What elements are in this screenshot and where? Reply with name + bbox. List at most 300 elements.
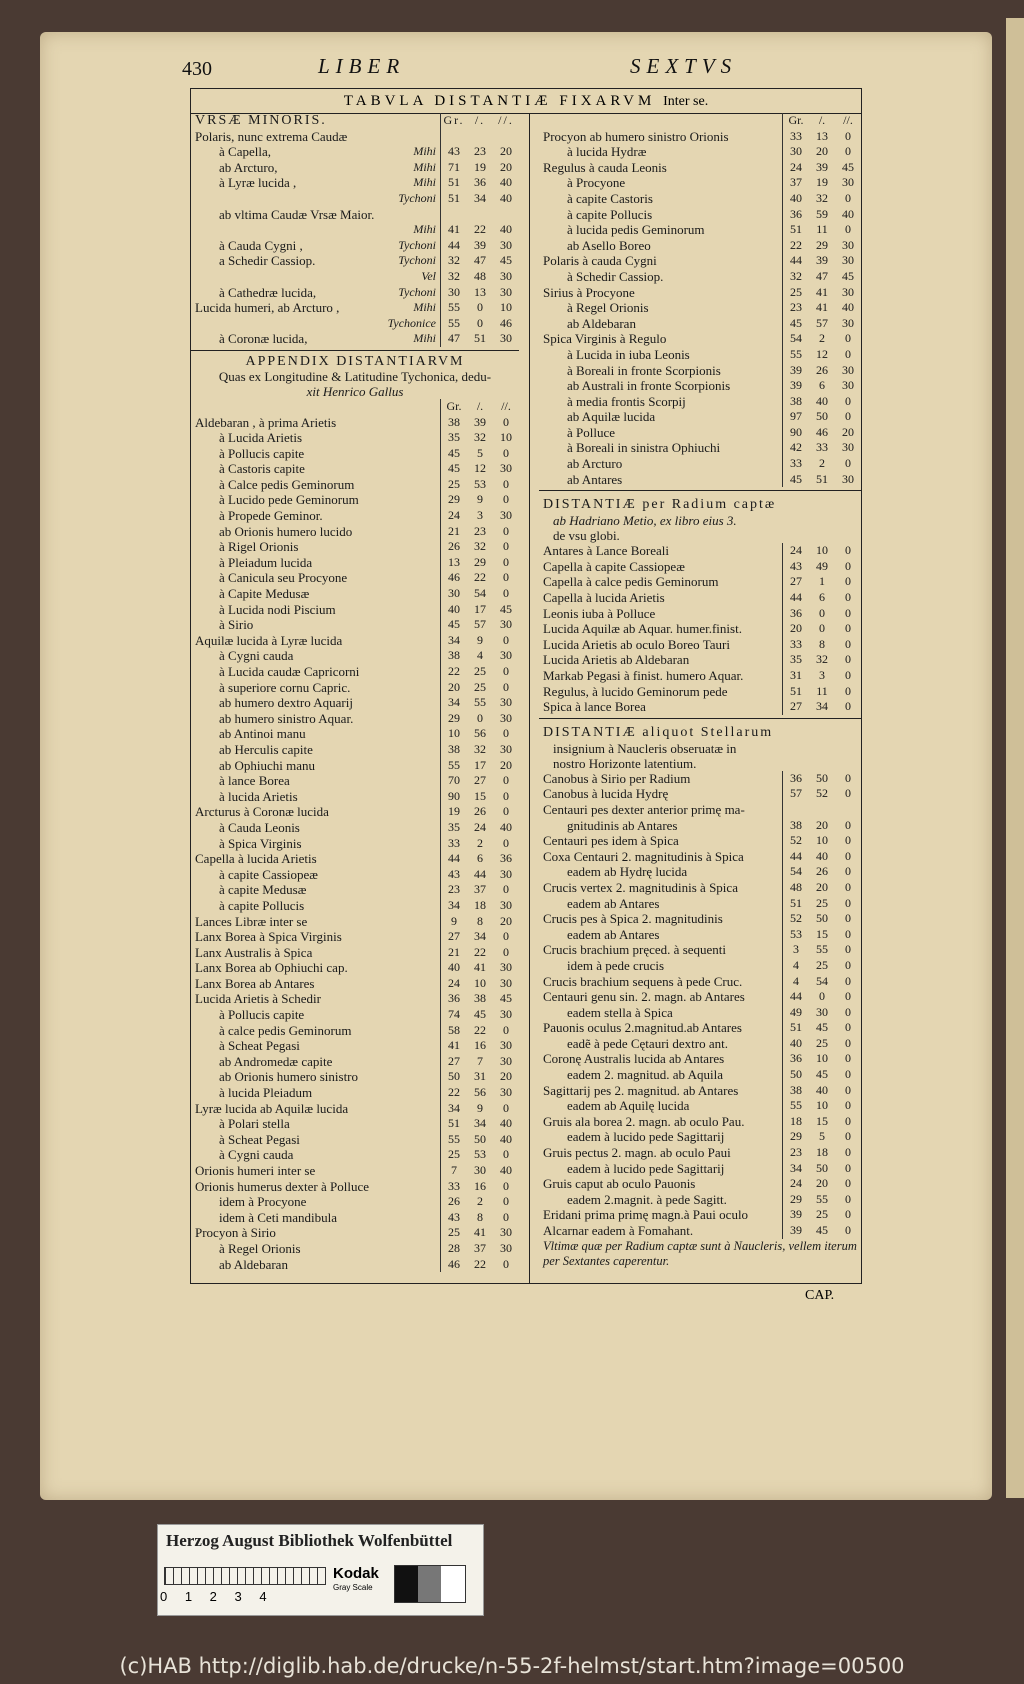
row-degrees: 42 bbox=[782, 440, 809, 456]
row-degrees: 34 bbox=[440, 1101, 467, 1117]
table-row bbox=[539, 668, 861, 684]
row-minutes: 2 bbox=[819, 456, 825, 471]
row-seconds: 30 bbox=[500, 975, 512, 990]
row-seconds: 45 bbox=[500, 991, 512, 1006]
row-minutes: 59 bbox=[816, 206, 828, 221]
row-seconds: 0 bbox=[845, 848, 851, 863]
table-row bbox=[539, 833, 861, 849]
row-degrees: 39 bbox=[782, 363, 809, 379]
row-degrees bbox=[440, 207, 467, 223]
row-degrees: 51 bbox=[440, 1116, 467, 1132]
row-degrees: 38 bbox=[782, 1083, 809, 1099]
row-authority: Mihi bbox=[413, 222, 436, 237]
row-label: Lanx Borea ab Antares bbox=[195, 975, 315, 991]
row-seconds: 30 bbox=[500, 741, 512, 756]
row-label: Sagittarij pes 2. magnitud. ab Antares bbox=[543, 1082, 739, 1098]
row-seconds: 0 bbox=[503, 664, 509, 678]
row-seconds: 40 bbox=[500, 1131, 512, 1146]
row-label: Lucida Aquilæ ab Aquar. humer.finist. bbox=[543, 621, 742, 637]
col-head-sec: //. bbox=[501, 398, 511, 413]
row-minutes: 1 bbox=[819, 574, 825, 589]
row-minutes: 32 bbox=[474, 539, 486, 554]
row-minutes: 30 bbox=[474, 1163, 486, 1177]
row-degrees: 29 bbox=[440, 492, 467, 508]
row-minutes: 22 bbox=[474, 944, 486, 959]
appendix-subtitle-1: Quas ex Longitudine & Latitudine Tychonica, dedu- bbox=[218, 368, 492, 384]
row-minutes: 32 bbox=[474, 430, 486, 445]
table-row bbox=[191, 664, 519, 680]
row-seconds: 0 bbox=[845, 222, 851, 237]
table-row bbox=[191, 804, 519, 820]
row-minutes bbox=[467, 129, 493, 145]
row-minutes: 31 bbox=[474, 1069, 486, 1084]
table-row bbox=[539, 590, 861, 606]
row-label: Orionis humerus dexter à Polluce bbox=[195, 1178, 370, 1194]
metius-heading: DISTANTIÆ per Radium captæ bbox=[543, 497, 777, 513]
row-seconds: 36 bbox=[500, 851, 512, 866]
row-seconds: 0 bbox=[845, 543, 851, 558]
row-label: Canobus à lucida Hydrę bbox=[543, 786, 669, 802]
table-row bbox=[539, 1145, 861, 1161]
row-label: ab Antinoi manu bbox=[219, 726, 306, 742]
row-seconds: 30 bbox=[500, 1085, 512, 1100]
row-seconds: 0 bbox=[845, 1067, 851, 1082]
row-label: à Boreali in fronte Scorpionis bbox=[567, 362, 721, 378]
row-label: Regulus à cauda Leonis bbox=[543, 159, 667, 175]
row-seconds: 0 bbox=[503, 882, 509, 897]
row-label: Orionis humeri inter se bbox=[195, 1163, 316, 1178]
table-row bbox=[191, 477, 519, 493]
row-degrees: 20 bbox=[782, 621, 809, 637]
row-seconds: 0 bbox=[503, 1147, 509, 1162]
row-seconds: 0 bbox=[845, 1129, 851, 1144]
row-degrees: 28 bbox=[440, 1241, 467, 1257]
row-minutes: 13 bbox=[474, 284, 486, 299]
row-seconds: 0 bbox=[845, 1207, 851, 1222]
row-degrees: 45 bbox=[782, 316, 809, 332]
row-minutes: 50 bbox=[816, 911, 828, 926]
row-minutes: 8 bbox=[477, 913, 483, 928]
row-seconds: 0 bbox=[845, 770, 851, 785]
table-row bbox=[191, 1179, 519, 1195]
row-degrees: 27 bbox=[782, 699, 809, 715]
row-degrees: 24 bbox=[440, 508, 467, 524]
row-label: Canobus à Sirio per Radium bbox=[543, 770, 691, 786]
row-degrees: 51 bbox=[782, 684, 809, 700]
row-label: à Regel Orionis bbox=[219, 1240, 301, 1256]
row-minutes: 53 bbox=[474, 476, 486, 491]
row-degrees: 38 bbox=[782, 394, 809, 410]
row-label: eadem à lucido pede Sagittarij bbox=[567, 1160, 725, 1176]
row-degrees: 34 bbox=[440, 898, 467, 914]
row-seconds: 0 bbox=[845, 652, 851, 667]
row-minutes: 50 bbox=[816, 770, 828, 785]
row-seconds: 0 bbox=[503, 445, 509, 460]
table-row bbox=[539, 440, 861, 456]
table-row bbox=[539, 621, 861, 637]
table-row bbox=[539, 1020, 861, 1036]
row-degrees: 45 bbox=[782, 472, 809, 488]
row-seconds: 0 bbox=[503, 1209, 509, 1224]
row-label: Spica à lance Borea bbox=[543, 699, 646, 715]
row-minutes: 0 bbox=[477, 300, 483, 315]
table-row bbox=[539, 684, 861, 700]
row-label: Centauri genu sin. 2. magn. ab Antares bbox=[543, 989, 745, 1005]
row-seconds: 30 bbox=[842, 237, 854, 252]
row-label: à Schedir Cassiop. bbox=[567, 268, 664, 284]
row-seconds: 0 bbox=[845, 331, 851, 346]
row-seconds: 40 bbox=[500, 1116, 512, 1131]
table-row bbox=[191, 1054, 519, 1070]
row-seconds: 40 bbox=[500, 1163, 512, 1177]
row-label: ab Australi in fronte Scorpionis bbox=[567, 378, 731, 394]
row-label: Leonis iuba à Polluce bbox=[543, 605, 656, 621]
row-minutes: 8 bbox=[477, 1209, 483, 1224]
row-minutes: 6 bbox=[819, 590, 825, 605]
row-minutes: 25 bbox=[816, 957, 828, 972]
row-label: Gruis ala borea 2. magn. ab oculo Pau. bbox=[543, 1113, 745, 1129]
table-row bbox=[191, 144, 519, 160]
row-minutes: 41 bbox=[474, 1225, 486, 1240]
row-degrees: 50 bbox=[782, 1067, 809, 1083]
row-seconds: 0 bbox=[503, 679, 509, 694]
row-minutes: 17 bbox=[474, 601, 486, 616]
row-degrees: 18 bbox=[782, 1114, 809, 1130]
row-minutes: 49 bbox=[816, 558, 828, 573]
row-minutes: 57 bbox=[816, 315, 828, 330]
row-degrees: 30 bbox=[440, 586, 467, 602]
row-minutes: 36 bbox=[474, 175, 486, 190]
row-degrees: 4 bbox=[782, 974, 809, 990]
row-minutes: 5 bbox=[819, 1129, 825, 1144]
table-row bbox=[191, 1085, 519, 1101]
row-minutes: 15 bbox=[816, 926, 828, 941]
row-minutes: 15 bbox=[816, 1113, 828, 1128]
row-seconds: 0 bbox=[845, 1082, 851, 1097]
table-row bbox=[539, 652, 861, 668]
row-minutes: 47 bbox=[474, 253, 486, 268]
table-row bbox=[191, 492, 519, 508]
row-seconds: 0 bbox=[845, 1113, 851, 1128]
row-label: Lucida Arietis ab oculo Boreo Tauri bbox=[543, 636, 730, 652]
row-seconds: 0 bbox=[845, 456, 851, 471]
row-label: à lance Borea bbox=[219, 773, 290, 789]
table-row bbox=[539, 911, 861, 927]
row-degrees: 33 bbox=[440, 1179, 467, 1195]
row-label: eadem ab Antares bbox=[567, 926, 660, 942]
row-seconds: 0 bbox=[503, 773, 509, 788]
row-degrees: 39 bbox=[782, 1223, 809, 1239]
table-row bbox=[191, 602, 519, 618]
row-seconds: 10 bbox=[500, 430, 512, 445]
row-minutes: 52 bbox=[816, 786, 828, 801]
row-seconds: 0 bbox=[845, 879, 851, 894]
row-seconds: 30 bbox=[500, 695, 512, 710]
row-seconds: 0 bbox=[503, 1194, 509, 1209]
row-label: eadem ab Antares bbox=[567, 895, 660, 911]
row-minutes: 9 bbox=[477, 1100, 483, 1115]
table-row bbox=[191, 867, 519, 883]
row-seconds: 0 bbox=[845, 668, 851, 682]
row-minutes: 50 bbox=[474, 1131, 486, 1146]
table-row bbox=[191, 1241, 519, 1257]
row-minutes: 41 bbox=[816, 284, 828, 299]
row-label: gnitudinis ab Antares bbox=[567, 817, 678, 833]
row-degrees: 22 bbox=[782, 238, 809, 254]
row-label: à Procyone bbox=[567, 175, 626, 191]
table-row bbox=[191, 1007, 519, 1023]
naucleris-heading: DISTANTIÆ aliquot Stellarum bbox=[543, 724, 774, 740]
right-column bbox=[539, 113, 861, 1283]
row-seconds bbox=[493, 129, 519, 145]
row-minutes: 7 bbox=[477, 1053, 483, 1068]
row-degrees: 32 bbox=[440, 269, 467, 285]
row-degrees: 23 bbox=[782, 1145, 809, 1161]
row-label: Aquilæ lucida à Lyræ lucida bbox=[195, 632, 343, 648]
row-authority: Mihi bbox=[413, 300, 436, 315]
row-seconds: 30 bbox=[500, 1038, 512, 1053]
row-label: Lances Libræ inter se bbox=[195, 913, 308, 929]
row-degrees: 55 bbox=[782, 1098, 809, 1114]
row-minutes: 39 bbox=[816, 253, 828, 268]
row-label: ab Aquilæ lucida bbox=[567, 409, 656, 425]
row-minutes: 41 bbox=[474, 960, 486, 975]
row-minutes: 32 bbox=[816, 652, 828, 667]
row-seconds: 30 bbox=[500, 1240, 512, 1255]
row-label: eadem 2. magnitud. ab Aquila bbox=[567, 1067, 723, 1083]
row-label: à Cauda Cygni , bbox=[219, 237, 303, 253]
table-row bbox=[539, 160, 861, 176]
row-minutes: 27 bbox=[474, 773, 486, 788]
row-seconds: 20 bbox=[500, 144, 512, 159]
table-row bbox=[191, 617, 519, 633]
row-degrees: 43 bbox=[782, 559, 809, 575]
row-degrees: 22 bbox=[440, 1085, 467, 1101]
table-row bbox=[191, 1069, 519, 1085]
table-row bbox=[191, 175, 519, 191]
table-row bbox=[191, 1210, 519, 1226]
row-label bbox=[191, 269, 421, 285]
row-seconds: 0 bbox=[845, 683, 851, 698]
row-minutes: 25 bbox=[816, 895, 828, 910]
row-degrees: 24 bbox=[782, 543, 809, 559]
row-label: Procyon à Sirio bbox=[195, 1225, 276, 1241]
row-label: ab Arcturo, bbox=[219, 159, 278, 175]
row-degrees: 34 bbox=[782, 1161, 809, 1177]
table-row bbox=[191, 711, 519, 727]
table-row bbox=[191, 300, 519, 316]
row-degrees: 55 bbox=[440, 1132, 467, 1148]
row-label: Gruis caput ab oculo Pauonis bbox=[543, 1176, 696, 1192]
row-seconds: 30 bbox=[500, 1007, 512, 1022]
row-seconds: 0 bbox=[845, 895, 851, 910]
row-label: ab humero dextro Aquarij bbox=[219, 695, 353, 711]
table-row bbox=[539, 409, 861, 425]
row-minutes: 51 bbox=[816, 471, 828, 486]
row-minutes: 22 bbox=[474, 570, 486, 585]
row-degrees: 43 bbox=[440, 867, 467, 883]
table-row bbox=[191, 461, 519, 477]
col-head-min: /. bbox=[474, 113, 486, 127]
row-degrees: 37 bbox=[782, 175, 809, 191]
row-degrees: 29 bbox=[440, 711, 467, 727]
row-authority: Mihi bbox=[413, 331, 436, 346]
table-row bbox=[191, 945, 519, 961]
row-degrees: 44 bbox=[782, 849, 809, 865]
row-degrees: 27 bbox=[440, 1054, 467, 1070]
table-row bbox=[191, 773, 519, 789]
row-minutes: 45 bbox=[816, 1067, 828, 1082]
row-seconds: 20 bbox=[500, 1069, 512, 1084]
row-minutes: 26 bbox=[474, 804, 486, 819]
row-label: à Propede Geminor. bbox=[219, 508, 323, 524]
table-row bbox=[539, 144, 861, 160]
row-degrees: 51 bbox=[782, 896, 809, 912]
metius-rows bbox=[539, 543, 861, 715]
row-minutes: 20 bbox=[816, 1176, 828, 1191]
table-row bbox=[191, 836, 519, 852]
row-label: Capella à lucida Arietis bbox=[543, 590, 665, 606]
row-degrees: 36 bbox=[782, 1051, 809, 1067]
table-row bbox=[539, 363, 861, 379]
row-minutes: 40 bbox=[816, 1082, 828, 1097]
table-row bbox=[539, 1067, 861, 1083]
row-label: Crucis vertex 2. magnitudinis à Spica bbox=[543, 879, 738, 895]
row-minutes: 19 bbox=[474, 159, 486, 174]
table-row bbox=[539, 927, 861, 943]
row-label: Polaris à cauda Cygni bbox=[543, 253, 657, 269]
row-minutes: 37 bbox=[474, 882, 486, 897]
section-rule bbox=[539, 490, 861, 491]
row-minutes: 34 bbox=[474, 190, 486, 205]
table-row bbox=[191, 539, 519, 555]
table-row bbox=[539, 253, 861, 269]
row-degrees: 40 bbox=[782, 1036, 809, 1052]
row-label: à media frontis Scorpij bbox=[567, 393, 686, 409]
row-degrees: 44 bbox=[782, 253, 809, 269]
row-degrees: 43 bbox=[440, 144, 467, 160]
row-label: à Polluce bbox=[567, 424, 616, 440]
appendix-title: APPENDIX DISTANTIARVM bbox=[245, 353, 465, 369]
table-row bbox=[191, 285, 519, 301]
table-row bbox=[191, 222, 519, 238]
table-row bbox=[539, 1129, 861, 1145]
row-minutes: 44 bbox=[474, 866, 486, 881]
row-seconds: 0 bbox=[845, 190, 851, 205]
row-seconds: 40 bbox=[842, 206, 854, 221]
row-degrees: 9 bbox=[440, 914, 467, 930]
table-row bbox=[191, 446, 519, 462]
row-seconds: 0 bbox=[845, 973, 851, 988]
closing-note: Vltimæ quæ per Radium captæ sunt à Naucleris, vellem iterum per Sextantes caperentur. bbox=[543, 1238, 857, 1268]
ursae-rows bbox=[191, 129, 519, 347]
row-degrees: 29 bbox=[782, 1192, 809, 1208]
row-label: à Cathedræ lucida, bbox=[219, 284, 317, 300]
row-label: à Spica Virginis bbox=[219, 835, 302, 851]
table-row bbox=[539, 942, 861, 958]
row-seconds: 0 bbox=[845, 590, 851, 605]
library-name: Herzog August Bibliothek Wolfenbüttel bbox=[166, 1531, 453, 1550]
row-seconds bbox=[835, 802, 861, 818]
row-label: idem à Ceti mandibula bbox=[219, 1209, 338, 1225]
table-row bbox=[539, 896, 861, 912]
row-authority: Tychoni bbox=[398, 237, 436, 252]
row-minutes: 9 bbox=[477, 632, 483, 647]
row-seconds: 45 bbox=[842, 159, 854, 174]
metius-source: ab Hadriano Metio, ex libro eius 3. bbox=[553, 513, 737, 529]
table-row bbox=[191, 742, 519, 758]
table-row bbox=[191, 1225, 519, 1241]
row-label: Capella à lucida Arietis bbox=[195, 851, 317, 867]
row-degrees: 35 bbox=[782, 652, 809, 668]
row-seconds: 0 bbox=[845, 605, 851, 620]
table-row bbox=[539, 1176, 861, 1192]
row-seconds: 0 bbox=[845, 699, 851, 714]
table-row bbox=[539, 347, 861, 363]
table-row bbox=[539, 1098, 861, 1114]
table-row bbox=[539, 456, 861, 472]
row-label: Capella à calce pedis Geminorum bbox=[543, 574, 719, 590]
table-row bbox=[539, 285, 861, 301]
table-row bbox=[539, 559, 861, 575]
row-degrees: 4 bbox=[782, 958, 809, 974]
table-row bbox=[539, 989, 861, 1005]
row-minutes: 33 bbox=[816, 440, 828, 455]
row-label: ab humero sinistro Aquar. bbox=[219, 710, 354, 726]
row-degrees: 57 bbox=[782, 786, 809, 802]
row-seconds: 30 bbox=[842, 284, 854, 299]
table-row bbox=[191, 191, 519, 207]
row-label: Eridani prima primę magn.à Paui oculo bbox=[543, 1207, 749, 1223]
row-degrees bbox=[782, 802, 809, 818]
row-minutes: 12 bbox=[816, 346, 828, 361]
table-row bbox=[191, 207, 519, 223]
row-label: ab Orionis humero lucido bbox=[219, 523, 353, 539]
row-seconds: 0 bbox=[503, 476, 509, 491]
row-minutes: 9 bbox=[477, 492, 483, 507]
appendix-subtitle-2: xit Henrico Gallus bbox=[306, 383, 404, 399]
row-degrees: 27 bbox=[440, 929, 467, 945]
row-authority: Tychoni bbox=[398, 190, 436, 205]
row-label: ab Orionis humero sinistro bbox=[219, 1069, 359, 1085]
row-label: Lanx Borea à Spica Virginis bbox=[195, 929, 342, 945]
row-label: à Boreali in sinistra Ophiuchi bbox=[567, 440, 721, 456]
row-degrees: 55 bbox=[440, 316, 467, 332]
naucleris-sub-1: insignium à Naucleris obseruatæ in bbox=[553, 740, 737, 756]
row-seconds: 0 bbox=[503, 523, 509, 538]
row-minutes: 45 bbox=[816, 1223, 828, 1237]
row-seconds: 0 bbox=[845, 864, 851, 879]
left-column bbox=[191, 113, 519, 1283]
row-degrees: 13 bbox=[440, 555, 467, 571]
row-minutes: 50 bbox=[816, 409, 828, 424]
row-label: à lucida pedis Geminorum bbox=[567, 222, 705, 238]
row-seconds: 0 bbox=[845, 144, 851, 159]
row-minutes: 20 bbox=[816, 817, 828, 832]
row-degrees: 25 bbox=[782, 285, 809, 301]
metius-source-2: de vsu globi. bbox=[553, 528, 620, 544]
row-label: eadem à lucido pede Sagittarij bbox=[567, 1129, 725, 1145]
table-row bbox=[191, 570, 519, 586]
row-label: Crucis pes à Spica 2. magnitudinis bbox=[543, 911, 723, 927]
row-minutes: 11 bbox=[816, 683, 828, 698]
table-row bbox=[191, 976, 519, 992]
row-seconds: 46 bbox=[500, 315, 512, 330]
table-row bbox=[191, 882, 519, 898]
row-label: à Cauda Leonis bbox=[219, 819, 300, 835]
row-minutes: 3 bbox=[819, 668, 825, 682]
row-degrees: 46 bbox=[440, 1257, 467, 1273]
